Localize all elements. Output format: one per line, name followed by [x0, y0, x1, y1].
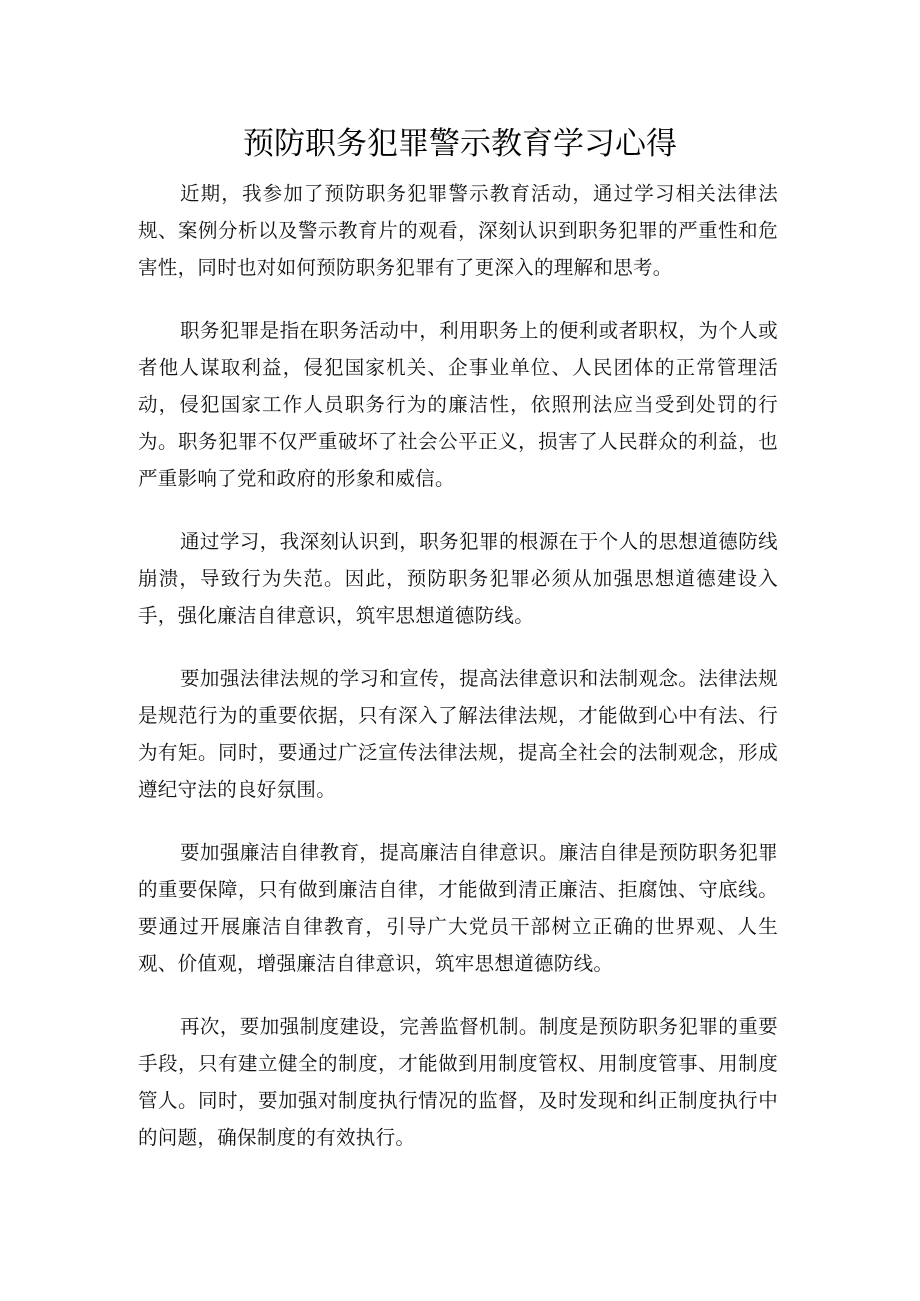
paragraph-6: 再次，要加强制度建设，完善监督机制。制度是预防职务犯罪的重要手段，只有建立健全的制度，才能做到用制度管权、用制度管事、用制度管人。同时，要加强对制度执行情况的监督，及时发现和纠正制度执行中的问题，确保制度的有效执行。 [138, 1015, 778, 1149]
paragraph-1: 近期，我参加了预防职务犯罪警示教育活动，通过学习相关法律法规、案例分析以及警示教育片的观看，深刻认识到职务犯罪的严重性和危害性，同时也对如何预防职务犯罪有了更深入的理解和思考。 [138, 182, 778, 279]
paragraph-4: 要加强法律法规的学习和宣传，提高法律意识和法制观念。法律法规是规范行为的重要依据，只有深入了解法律法规，才能做到心中有法、行为有矩。同时，要通过广泛宣传法律法规，提高全社会的法制观念，形成遵纪守法的良好氛围。 [138, 667, 778, 801]
paragraph-5: 要加强廉洁自律教育，提高廉洁自律意识。廉洁自律是预防职务犯罪的重要保障，只有做到廉洁自律，才能做到清正廉洁、拒腐蚀、守底线。要通过开展廉洁自律教育，引导广大党员干部树立正确的世界观、人生观、价值观，增强廉洁自律意识，筑牢思想道德防线。 [138, 841, 778, 975]
paragraph-3: 通过学习，我深刻认识到，职务犯罪的根源在于个人的思想道德防线崩溃，导致行为失范。因此，预防职务犯罪必须从加强思想道德建设入手，强化廉洁自律意识，筑牢思想道德防线。 [138, 530, 778, 627]
paragraph-2: 职务犯罪是指在职务活动中，利用职务上的便利或者职权，为个人或者他人谋取利益，侵犯国家机关、企事业单位、人民团体的正常管理活动，侵犯国家工作人员职务行为的廉洁性，依照刑法应当受到处罚的行为。职务犯罪不仅严重破坏了社会公平正义，损害了人民群众的利益，也严重影响了党和政府的形象和威信。 [138, 319, 778, 490]
document-body [138, 175, 778, 1182]
document-title: 预防职务犯罪警示教育学习心得 [243, 126, 677, 162]
